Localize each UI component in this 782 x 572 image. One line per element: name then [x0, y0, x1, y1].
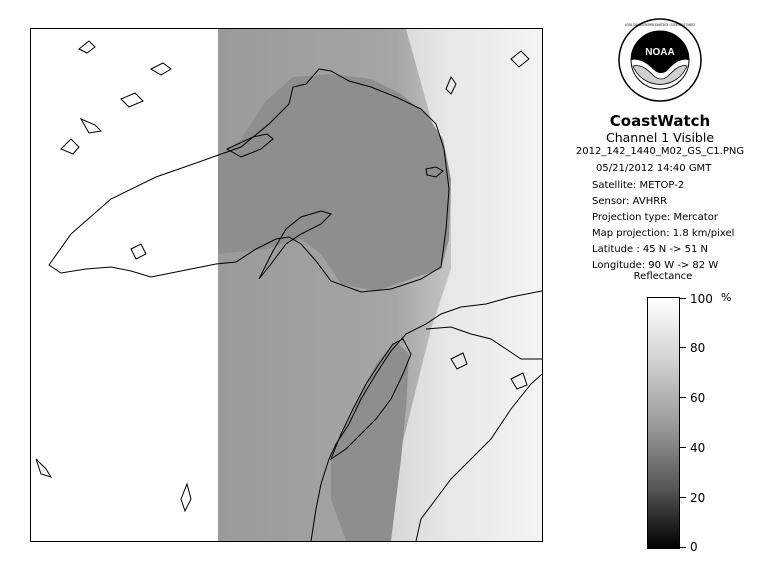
tick-label: 60 [690, 391, 706, 405]
logo-text: NOAA [645, 47, 675, 58]
legend-title: Reflectance [633, 271, 693, 282]
tick-label: 100 [690, 292, 713, 306]
filename: 2012_142_1440_M02_GS_C1.PNG [575, 146, 745, 157]
tick-label: 40 [690, 441, 706, 455]
brand-title: CoastWatch [609, 112, 711, 130]
colorbar [647, 297, 680, 549]
map-image [31, 29, 542, 541]
logo-ring-text: NATIONAL OCEANIC AND ATMOSPHERIC ADMINISTRATION · U.S. DEPARTMENT OF COMMERCE [625, 22, 696, 27]
tick-mark [680, 298, 686, 299]
satellite: Satellite: METOP-2 [592, 180, 685, 191]
tick-mark [680, 497, 686, 498]
channel-label: Channel 1 Visible [605, 130, 715, 145]
projection-type: Projection type: Mercator [592, 212, 718, 223]
tick-label: 80 [690, 341, 706, 355]
satellite-map [30, 28, 543, 542]
latitude-range: Latitude : 45 N -> 51 N [592, 244, 708, 255]
tick-label: 0 [690, 540, 698, 554]
noaa-emblem [618, 18, 702, 102]
legend-unit: % [721, 291, 732, 304]
tick-mark [680, 547, 686, 548]
tick-mark [680, 397, 686, 398]
datetime: 05/21/2012 14:40 GMT [596, 163, 712, 174]
sensor: Sensor: AVHRR [592, 196, 668, 207]
tick-label: 20 [690, 491, 706, 505]
tick-mark [680, 347, 686, 348]
longitude-range: Longitude: 90 W -> 82 W [592, 260, 719, 271]
map-projection: Map projection: 1.8 km/pixel [592, 228, 735, 239]
tick-mark [680, 447, 686, 448]
noaa-logo [618, 18, 702, 102]
